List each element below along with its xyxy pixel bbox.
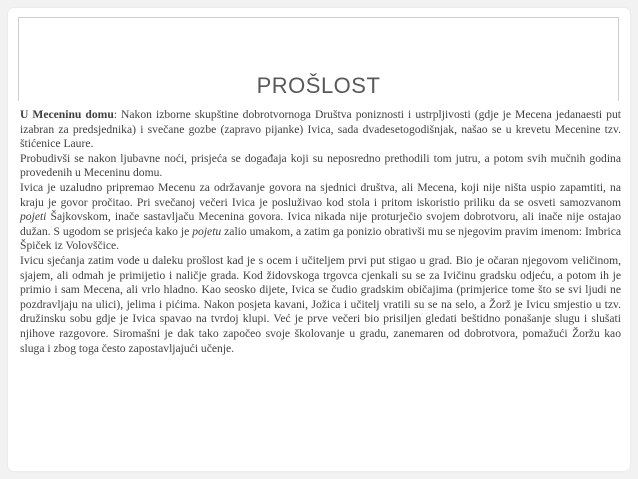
paragraph-4: Ivicu sjećanja zatim vode u daleku prošlost kad je s ocem i učiteljem prvi put stigao u grad. Bio je očaran njegovom veličinom, sjajem, ali odmah je primijetio i naličje grada. Kod židovskoga trgovca cjenkali su se za Ivičinu gradsku odjeću, a potom ih je primio i sam Mecena, ali vrlo hladno. Kao seosko dijete, Ivica se čudio gradskim običajima (primjerice tome što se svi ljudi ne pozdravljaju na ulici), jelima i pićima. Nakon posjeta kavani, Jožica i učitelj vratili su se na selo, a Žorž je Ivicu smjestio u tzv. družinsku sobu gdje je Ivica spavao na tvrdoj klupi. Već je prve večeri bio prisiljen gledati beštidno ponašanje slugu i slušati njihove razgovore. Siromašni je dak tako započeo svoje školovanje u gradu, zanemaren od dobrotvora, pomažući Žoržu kao sluga i zbog toga često zapostavljajući učenje. xyxy=(20,253,621,355)
paragraph-3-italic-2: pojetu xyxy=(192,224,222,238)
slide-title: PROŠLOST xyxy=(256,73,381,98)
paragraph-3-italic-1: pojeti xyxy=(20,210,47,224)
paragraph-1 xyxy=(20,108,621,152)
paragraph-3-text-c: zalio umakom, a zatim ga ponizio obrativši mu se njegovim pravim imenom: Imbrica Špiček iz Volovščice. xyxy=(20,224,621,253)
paragraph-1-text: : Nakon izborne skupštine dobrotvornoga Društva poniznosti i ustrpljivosti (gdje je Mecena jedanaesti put izabran za predsjednika) i svečane gozbe (zapravo pijanke) Ivica, sada dvadesetogodišnjak, našao se u krevetu Mecenine tzv. štićenice Laure. xyxy=(20,108,621,151)
slide-body xyxy=(20,108,621,356)
paragraph-3-text-b: Šajkovskom, inače sastavljaču Mecenina govora. Ivica nikada nije proturječio svojem dobrotvoru, ali inače nije ostajao dužan. S ugodom se prisjeća kako je xyxy=(20,210,621,238)
title-frame xyxy=(18,17,619,101)
paragraph-2: Probudivši se nakon ljubavne noći, prisjeća se događaja koji su neposredno prethodili tom jutru, a potom svih mučnih godina provedenih u Meceninu domu. xyxy=(20,151,621,180)
paragraph-3-text-a: Ivica je uzaludno pripremao Mecenu za održavanje govora na sjednici društva, ali Mecena, koji nije ništa uspio zapamtiti, na kraju je govor pročitao. Pri svečanoj večeri Ivica je posluživao kod stola i pritom iskoristio priliku da se osveti samozvanom xyxy=(20,180,621,209)
paragraph-3 xyxy=(20,181,621,254)
paragraph-1-lead: U Meceninu domu xyxy=(20,108,114,121)
